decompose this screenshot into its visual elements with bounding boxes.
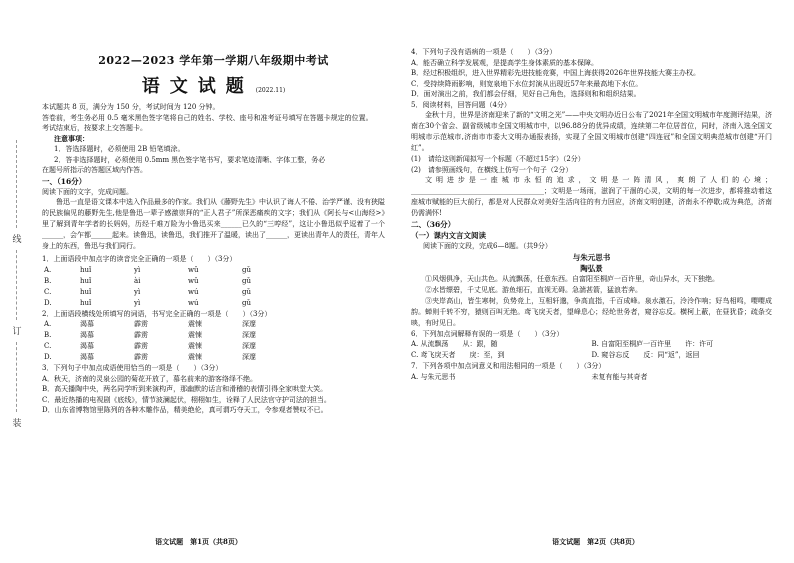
piece-author: 陶弘景 <box>580 263 603 273</box>
subsection-heading: （一）课内文言文阅读 <box>411 231 486 240</box>
reading-intro: 阅读下面的文字，完成问题。 <box>42 187 133 196</box>
q6-option: D. 窥谷忘反 反：同“返”，返回 <box>591 351 700 359</box>
q1-option-row: B. huǐ ài wǔ gǔ <box>44 276 251 285</box>
q2-option-row: C. 渴慕 霹雳 震悚 深邃 <box>44 342 256 350</box>
q4-option: A．能否确立科学发展观，是提高学生身体素质的基本保障。 <box>411 58 599 67</box>
question-2: 2．上面语段横线处所填写的词语，书写完全正确的一项是（ ）（3分） <box>42 309 272 318</box>
exam-date: (2022.11) <box>255 87 286 94</box>
intro-line: 考试结束后，按要求上交答题卡。 <box>42 124 147 132</box>
q1-option-row: C. huǐ yì wú gǔ <box>44 287 251 296</box>
q5-imitation-paragraph: 文明进步是一座城市永恒的追求，文明是一阵清风，爽朗了人们的心境；______________________________________；文明是一场雨，滋润了干涸的心灵，文明的每一次进步，都将推动着这座城市赋能的巨大前行，都是对人民群众对美好生活向往的有力回应，济南文明创建，济南永不停歇;成为典范，济南仍需满怀! <box>411 176 772 217</box>
q2-option-row: A. 渴慕 霹雳 震悚 深邃 <box>44 320 256 328</box>
q6-option: C. 鸢飞戾天者 戾：至，到 <box>411 351 505 359</box>
q3-option: C．最近热播的电视剧《底线》，情节波澜起伏，栩栩如生，诠释了人民法官守护司法的担当。 <box>42 395 331 404</box>
exam-title: 2022—2023 学年第一学期八年级期中考试 <box>98 54 329 67</box>
intro-line: 本试题共 8 页，满分为 150 分，考试时间为 120 分钟。 <box>42 103 220 111</box>
page-footer: 语文试题 第2页（共8页） <box>552 537 639 546</box>
q3-option: D．山东省博物馆里陈列的各种木雕作品，精美绝伦，真可谓巧夺天工，令参观者赞叹不已。 <box>42 406 328 414</box>
q7-option: A. 与朱元思书 <box>411 372 456 381</box>
reading-intro: 阅读下面的文段，完成6—8题。（共9分） <box>423 242 552 250</box>
binding-mark: 线 <box>12 235 22 245</box>
subject-title: 语文试题 (2022.11) <box>141 76 286 97</box>
q1-option-row: A. huǐ yì wǔ gǔ <box>44 265 251 274</box>
q3-option: A．秋天，济南的灵泉公园的菊花开放了，慕名前来的游客络绎不绝。 <box>42 374 258 383</box>
notes-title: 注意事项： <box>54 133 89 143</box>
question-7: 7．下列各项中加点词意义和用法相同的一项是（ ）（3分） <box>411 362 606 370</box>
note-line: 2．答非选择题时，必须使用 0.5mm 黑色签字笔书写，要求笔迹清晰、字体工整，务必 <box>54 155 326 164</box>
q7-options <box>411 372 772 383</box>
section-one-heading: 一、（16分） <box>42 176 87 186</box>
q4-option: C．受持续降雨影响，则宽泉地下水位封演从出现近57年来最高地下水位。 <box>411 79 643 88</box>
piece-paragraph: ②水皆缥碧，千丈见底。游鱼细石，直视无碍。急湍甚箭，猛浪若奔。 <box>425 285 642 294</box>
q4-option: B．经过积极组织，进入世界精彩先进技能竞赛，中国上海获得2026年世界技能大赛主办权。 <box>411 69 700 77</box>
q2-option-row: B. 渴慕 霹雳 震悚 深邃 <box>44 331 256 339</box>
piece-paragraph: ①风烟俱净，天山共色。从流飘荡，任意东西。自富阳至桐庐一百许里，奇山异水，天下独绝。 <box>425 274 719 283</box>
q3-option: B．高天播陶中央，两名同学听到来演构声，那幽默的话言和滑稽的表情引得全家哄堂大笑。 <box>42 385 328 393</box>
q5-subquestion: (1) 请给这则新闻拟写一个标题（不超过15字）（2分） <box>411 155 585 163</box>
question-4: 4．下列句子没有语病的一项是（ ）（3分） <box>411 48 557 56</box>
note-line: 在题号所指示的答题区域内作答。 <box>42 166 147 174</box>
intro-line: 答卷前，考生务必用 0.5 毫米黑色签字笔将自己的姓名、学校、座号和准考证号填写在答题卡规定的位置。 <box>42 113 373 122</box>
q2-option-row: D. 渴慕 霹雳 震悚 深邃 <box>44 353 256 361</box>
question-5: 5．阅读材料，回答问题（4分） <box>411 100 511 109</box>
q7-option: 未复有能与其奇者 <box>591 372 648 381</box>
note-line: 1．答选择题时，必须使用 2B 铅笔填涂。 <box>54 145 185 153</box>
reading-passage: 鲁迅一直是语文课本中选入作品最多的作家。我们从《藤野先生》中认识了诲人不倦、治学严谨、没有狭隘的民族偏见的藤野先生,他是鲁迅一辈子感激崇拜的“正人君子”所深恶痛疾的文字；我们从《阿长与<山海经>》里了解到青年学者的长妈妈，历经千难万险为小鲁迅买来______已久的“三哼经”，这让小鲁迅似乎逗着了一个______，会乍都______起来。读鲁迅，读鲁迅，我们推开了温暖，读出了______，更读出青年人的责任，青年人身上的东西，鲁迅与我们同行。 <box>42 198 385 250</box>
q1-option-row: D. huǐ yì wú gǔ <box>44 298 251 307</box>
question-1: 1．上面语段中加点字的读音完全正确的一项是（ ）（3分） <box>42 255 237 263</box>
exam-page-2 <box>397 0 794 563</box>
binding-mark: 装 <box>12 419 22 429</box>
question-6: 6．下列加点词解释有误的一项是（ ）（3分） <box>411 329 564 338</box>
piece-paragraph: ③夹岸高山，皆生寒树，负势竞上，互相轩邈，争高直指，千百成峰。泉水激石，泠泠作响；好鸟相鸣，嘤嘤成韵。蝉则千转不穷，猿则百叫无绝。鸢飞戾天者，望峰息心；经纶世务者，窥谷忘反。横柯上蔽，在昼犹昏；疏条交映，有时见日。 <box>411 296 772 327</box>
piece-title: 与朱元思书 <box>572 252 611 262</box>
q6-option: A. 从流飘荡 从：跟，随 <box>411 340 498 348</box>
q5-material: 金秋十月，世界是济南迎来了新的“文明之光”——中央文明办近日公布了2021年全国文明城市年度测评结果，济南在30个省会、副省级城市全国文明城市中，以96.88分的优异成绩，连续第二年位居首位，同时，济南入选全国文明城市示范城市,济南市市委大文明办通报表扬，实现了全国文明城市创建“四连冠”和全国文明典范城市创建“开门红”。 <box>411 111 772 152</box>
q6-options <box>411 339 772 361</box>
binding-mark: 订 <box>12 327 22 337</box>
page-footer: 语文试题 第1页（共8页） <box>155 537 242 546</box>
q6-option: B. 自富阳至桐庐一百许里 许：许可 <box>591 340 714 348</box>
q5-subquestion: (2) 请参照画线句，在横线上仿写一个句子（2分） <box>411 165 573 174</box>
question-3: 3．下列句子中加点成语使用恰当的一项是（ ）（3分） <box>42 364 223 372</box>
q4-option: D．面对演出之前，我们都会仔细，见好自己角色，选择则和和组织结果。 <box>411 90 641 98</box>
section-two-heading: 二、（36分） <box>411 220 456 229</box>
